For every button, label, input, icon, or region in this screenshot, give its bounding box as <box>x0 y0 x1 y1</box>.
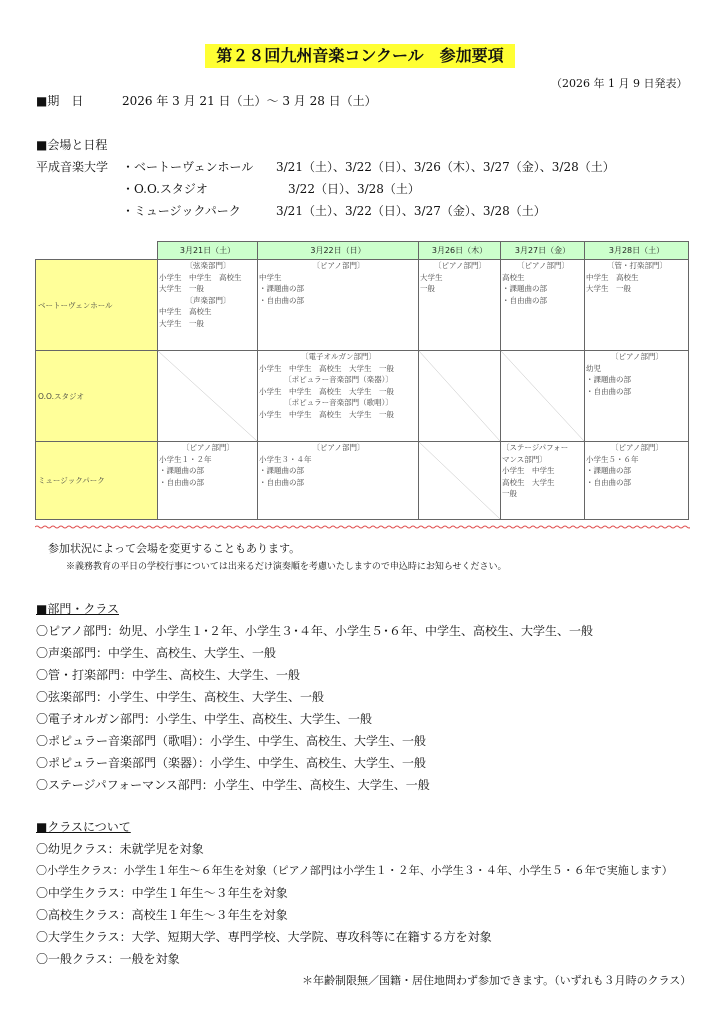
cell-line: 〔弦楽部門〕 <box>185 261 231 270</box>
list-item: 〇ピアノ部門：幼児、小学生１･２年、小学生３･４年、小学生５･６年、中学生、高校生、大学生、一般 <box>36 624 594 638</box>
schedule-cell <box>158 442 258 520</box>
cell-line: 小学生 中学生 <box>502 466 555 475</box>
cell-line: 小学生１・２年 <box>159 454 212 464</box>
schedule-cell <box>501 260 585 351</box>
cell-line: ・課題曲の部 <box>259 466 304 475</box>
cell-line: 高校生 大学生 <box>502 477 555 487</box>
venue-dates: 3/21（土）、3/22（日）、3/27（金）、3/28（土） <box>276 204 546 218</box>
unavailable-cell <box>158 351 258 442</box>
cell-line: ・課題曲の部 <box>259 284 304 293</box>
cell-line: ・課題曲の部 <box>586 375 631 384</box>
schedule-cell <box>258 351 419 442</box>
red-wavy-divider <box>35 525 690 529</box>
cell-line: ・自由曲の部 <box>159 477 204 487</box>
cell-line: 中学生 <box>259 272 282 282</box>
table-row <box>36 351 689 442</box>
cell-line: 〔管・打楽部門〕 <box>607 261 667 270</box>
note-venue-change: 参加状況によって会場を変更することもあります。 <box>48 542 301 555</box>
cell-line: 〔ピアノ部門〕 <box>611 352 663 361</box>
cell-line: 大学生 <box>420 272 443 282</box>
date-header: 3月26日（木） <box>419 242 501 260</box>
cell-line: 小学生 中学生 高校生 大学生 一般 <box>259 409 394 419</box>
date-header: 3月27日（金） <box>501 242 585 260</box>
date-header: 3月22日（日） <box>258 242 419 260</box>
venue-name: ・ベートーヴェンホール <box>122 160 254 174</box>
cell-line: 小学生５・６年 <box>586 454 639 464</box>
classes-heading: ■クラスについて <box>36 820 131 834</box>
cell-line: 大学生 一般 <box>159 284 204 293</box>
diagonal-slash <box>419 351 500 441</box>
schedule-cell <box>585 442 689 520</box>
cell-line: 〔声楽部門〕 <box>185 295 231 305</box>
schedule-cell <box>158 260 258 351</box>
schedule-cell <box>258 442 419 520</box>
list-item: 〇管・打楽部門：中学生、高校生、大学生、一般 <box>36 668 301 682</box>
cell-line: 小学生３・４年 <box>259 454 312 464</box>
note-school-events: ※義務教育の平日の学校行事については出来るだけ演奏順を考慮いたしますので申込時にお知らせください。 <box>66 562 507 572</box>
cell-line: 〔ピアノ部門〕 <box>611 443 663 452</box>
cell-line: 一般 <box>420 284 435 293</box>
venue-cell: O.O.スタジオ <box>36 351 158 442</box>
cell-line: ・自由曲の部 <box>259 295 304 305</box>
list-item: 〇ステージパフォーマンス部門：小学生、中学生、高校生、大学生、一般 <box>36 778 430 792</box>
divisions-heading: ■部門・クラス <box>36 602 119 616</box>
table-corner <box>36 242 158 260</box>
cell-line: 〔ピアノ部門〕 <box>182 443 234 452</box>
cell-line: 大学生 一般 <box>159 318 204 328</box>
cell-line: 大学生 一般 <box>586 284 631 293</box>
cell-line: 〔ピアノ部門〕 <box>312 261 365 270</box>
diagonal-slash <box>419 442 500 519</box>
page-title: 第２８回九州音楽コンクール 参加要項 <box>205 44 515 68</box>
schedule-cell <box>585 351 689 442</box>
period-label: ■期 日 <box>36 94 84 108</box>
venue-dates: 3/22（日）、3/28（土） <box>288 182 420 196</box>
unavailable-cell <box>419 442 501 520</box>
schedule-cell <box>501 442 585 520</box>
venue-name: ・O.O.スタジオ <box>122 182 208 196</box>
announce-date: （2026 年 1 月 9 日発表） <box>551 77 688 90</box>
university-name: 平成音楽大学 <box>36 160 109 174</box>
unavailable-cell <box>419 351 501 442</box>
cell-line: 〔ピアノ部門〕 <box>434 261 486 270</box>
list-item: 〇ポピュラー音楽部門（歌唱）：小学生、中学生、高校生、大学生、一般 <box>36 734 427 748</box>
unavailable-cell <box>501 351 585 442</box>
schedule-cell <box>419 260 501 351</box>
list-item: 〇高校生クラス：高校生１年生～３年生を対象 <box>36 908 288 922</box>
cell-line: 小学生 中学生 高校生 大学生 一般 <box>259 386 394 396</box>
list-item: 〇電子オルガン部門：小学生、中学生、高校生、大学生、一般 <box>36 712 373 726</box>
schedule-cell <box>585 260 689 351</box>
list-item: 〇中学生クラス：中学生１年生～３年生を対象 <box>36 886 288 900</box>
cell-line: 〔ステージパフォー <box>502 443 569 452</box>
cell-line: 中学生 高校生 <box>159 307 212 316</box>
age-footnote: ＊年齢制限無／国籍・居住地問わず参加できます。（いずれも３月時のクラス） <box>302 974 692 987</box>
venue-dates: 3/21（土）、3/22（日）、3/26（木）、3/27（金）、3/28（土） <box>276 160 615 174</box>
list-item: 〇ポピュラー音楽部門（楽器）：小学生、中学生、高校生、大学生、一般 <box>36 756 427 770</box>
list-item: 〇声楽部門：中学生、高校生、大学生、一般 <box>36 646 277 660</box>
cell-line: 幼児 <box>586 363 601 373</box>
diagonal-slash <box>158 351 257 441</box>
list-item: 〇一般クラス：一般を対象 <box>36 952 180 966</box>
cell-line: ・自由曲の部 <box>502 295 547 305</box>
cell-line: ・課題曲の部 <box>586 466 631 475</box>
venue-cell: ベートーヴェンホール <box>36 260 158 351</box>
cell-line: 〔ポピュラー音楽部門（歌唱）〕 <box>284 398 393 407</box>
cell-line: ・自由曲の部 <box>586 386 631 396</box>
cell-line: ・課題曲の部 <box>159 466 204 475</box>
table-row <box>36 442 689 520</box>
cell-line: 〔ピアノ部門〕 <box>312 443 365 452</box>
cell-line: マンス部門〕 <box>502 454 547 464</box>
period-value: 2026 年 3 月 21 日（土）～ 3 月 28 日（土） <box>122 94 377 108</box>
cell-line: 一般 <box>502 489 517 498</box>
list-item: 〇幼児クラス：未就学児を対象 <box>36 842 204 856</box>
cell-line: 小学生 中学生 高校生 大学生 一般 <box>259 363 394 373</box>
date-header: 3月21日（土） <box>158 242 258 260</box>
cell-line: 〔電子オルガン部門〕 <box>301 352 376 361</box>
venue-name: ・ミュージックパーク <box>122 204 241 218</box>
list-item: 〇弦楽部門：小学生、中学生、高校生、大学生、一般 <box>36 690 325 704</box>
schedule-table <box>35 241 689 520</box>
venue-cell: ミュージックパーク <box>36 442 158 520</box>
cell-line: 〔ピアノ部門〕 <box>517 261 569 270</box>
cell-line: 中学生 高校生 <box>586 272 639 282</box>
cell-line: ・自由曲の部 <box>586 477 631 487</box>
cell-line: 小学生 中学生 高校生 <box>159 272 242 282</box>
diagonal-slash <box>501 351 584 441</box>
table-row <box>36 260 689 351</box>
cell-line: 〔ポピュラー音楽部門（楽器）〕 <box>284 375 393 384</box>
date-header: 3月28日（土） <box>585 242 689 260</box>
list-item: 〇大学生クラス：大学、短期大学、専門学校、大学院、専攻科等に在籍する方を対象 <box>36 930 492 944</box>
cell-line: 高校生 <box>502 272 525 282</box>
list-item: 〇小学生クラス：小学生１年生～６年生を対象（ピアノ部門は小学生１・２年、小学生３・４年、小学生５・６年で実施します） <box>36 864 673 877</box>
cell-line: ・課題曲の部 <box>502 284 547 293</box>
venues-heading: ■会場と日程 <box>36 138 108 152</box>
cell-line: ・自由曲の部 <box>259 477 304 487</box>
schedule-cell <box>258 260 419 351</box>
